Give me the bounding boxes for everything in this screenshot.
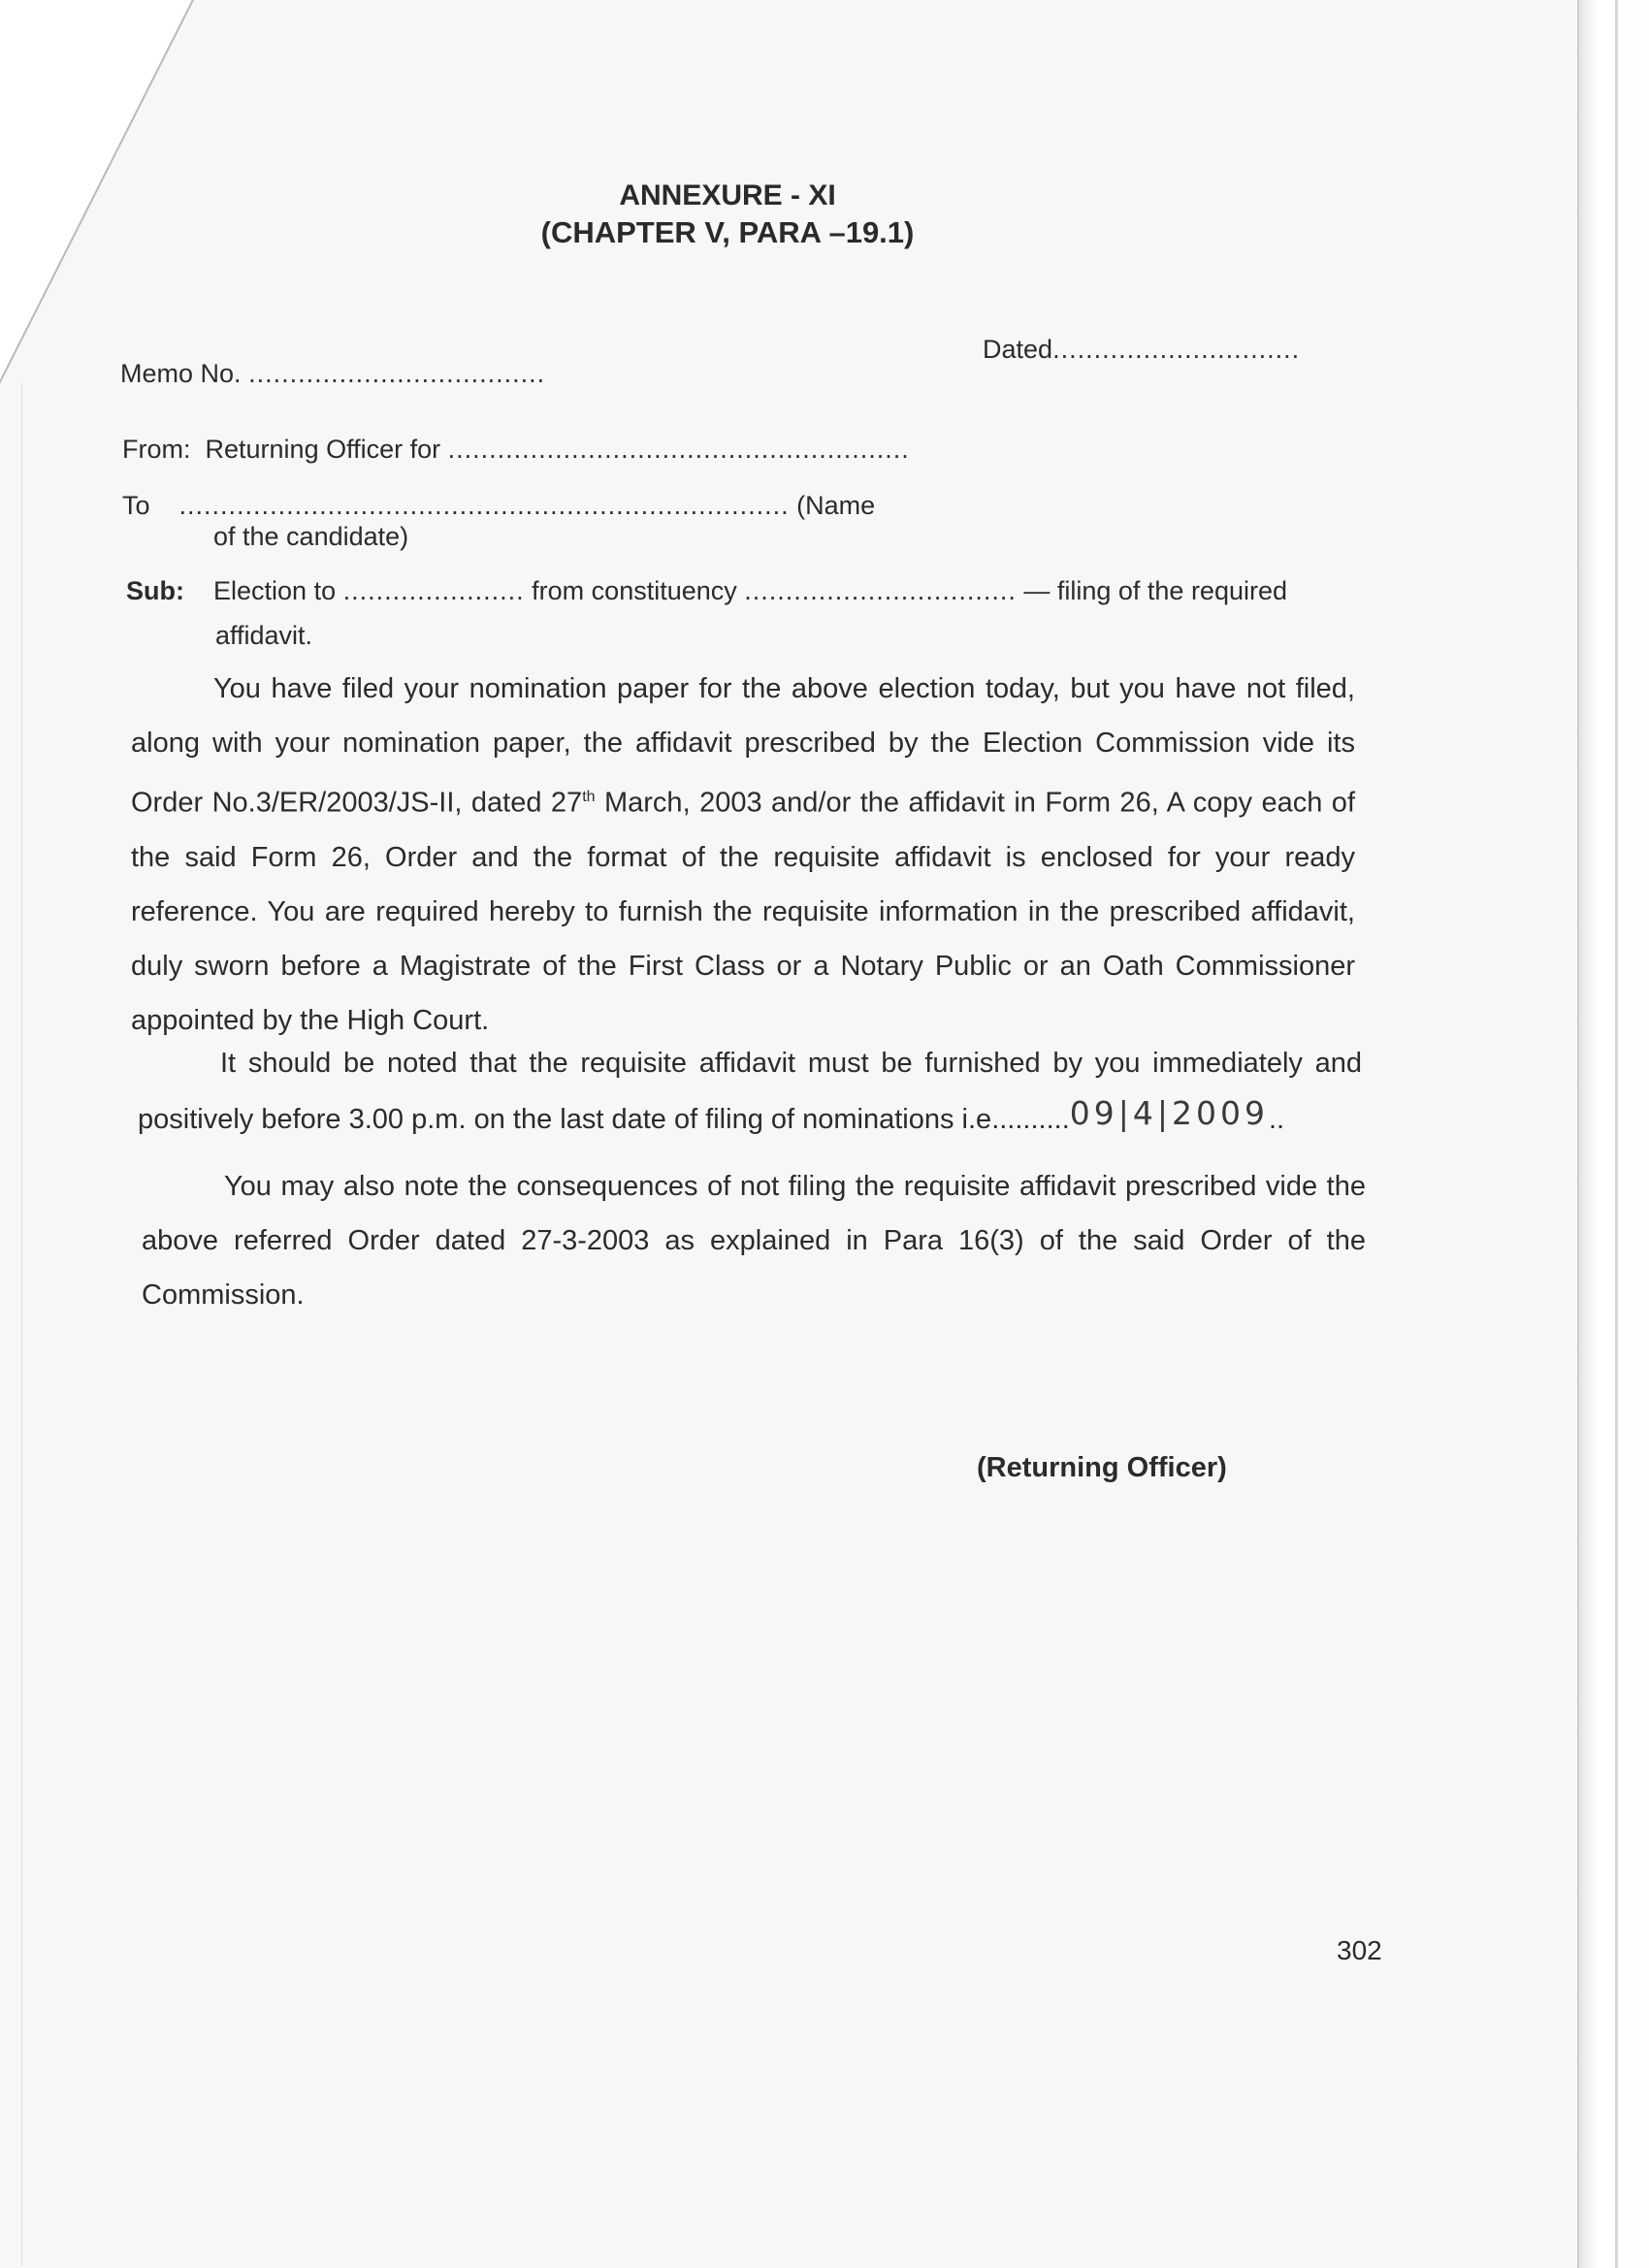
subject-part3: — filing of the required: [1023, 576, 1288, 605]
subject-part2: from constituency: [532, 576, 737, 605]
to-line-2: of the candidate): [213, 522, 409, 551]
right-scan-edge: [1577, 0, 1649, 2268]
right-scan-line: [1615, 0, 1618, 2268]
body-paragraph-1: [131, 662, 1355, 1048]
from-dots: ........................................................: [447, 435, 910, 464]
para2-dots: ..........: [991, 1104, 1070, 1135]
para1-rest: March, 2003 and/or the affidavit in Form 26, A copy each of the said Form 26, Order and the format of the requisite affidavit is enclosed for your ready reference. You are required hereby to furnish the requisite information in the prescribed affidavit, duly sworn before a Magistrate of the First Class or a Notary Public or an Oath Commissioner appointed by the High Court.: [131, 787, 1355, 1036]
subject-dots1: ......................: [342, 576, 525, 605]
subject-dots2: .................................: [744, 576, 1017, 605]
body-paragraph-3: [142, 1159, 1366, 1322]
para2-end: ..: [1268, 1104, 1285, 1135]
body-paragraph-2: [138, 1036, 1362, 1147]
para1-superscript: th: [582, 789, 596, 805]
handwritten-date: 09|4|2009: [1069, 1094, 1269, 1132]
from-label: From:: [122, 435, 191, 464]
dated-dots: ..............................: [1052, 335, 1301, 364]
from-line: [122, 435, 910, 465]
subject-line: [126, 576, 1287, 606]
subject-line-2: affidavit.: [215, 621, 313, 650]
subject-label: Sub:: [126, 576, 184, 605]
dated-line: [983, 335, 1300, 365]
memo-label: Memo No.: [120, 359, 242, 388]
to-line: [122, 491, 875, 521]
signature-returning-officer: (Returning Officer): [977, 1452, 1227, 1483]
para3-text: You may also note the consequences of not filing the requisite affidavit prescribed vide the above referred Order dated 27-3-2003 as explained in Para 16(3) of the said Order of the Commission.: [142, 1171, 1366, 1311]
memo-dots: ....................................: [248, 359, 546, 388]
chapter-subtitle: (CHAPTER V, PARA –19.1): [540, 215, 915, 249]
dated-label: Dated: [983, 335, 1053, 364]
left-page-edge: [21, 383, 22, 2265]
to-dots: ..........................................................................: [178, 491, 790, 520]
memo-line: [120, 359, 545, 389]
para1-text: You have filed your nomination paper for the above election today, but you have not filed, along with your nomination paper, the affidavit prescribed by the Election Commission vide its Order No.3/ER/2003/JS-II, dated 27: [131, 673, 1355, 819]
para2-text: It should be noted that the requisite affidavit must be furnished by you immediately and positively before 3.00 p.m. on the last date of filing of nominations i.e: [138, 1048, 1362, 1135]
to-label: To: [122, 491, 150, 520]
annexure-title: ANNEXURE - XI: [619, 179, 836, 211]
from-text: Returning Officer for: [205, 435, 441, 464]
page-number: 302: [1337, 1935, 1382, 1965]
subject-part1: Election to: [213, 576, 337, 605]
to-suffix: (Name: [796, 491, 876, 520]
